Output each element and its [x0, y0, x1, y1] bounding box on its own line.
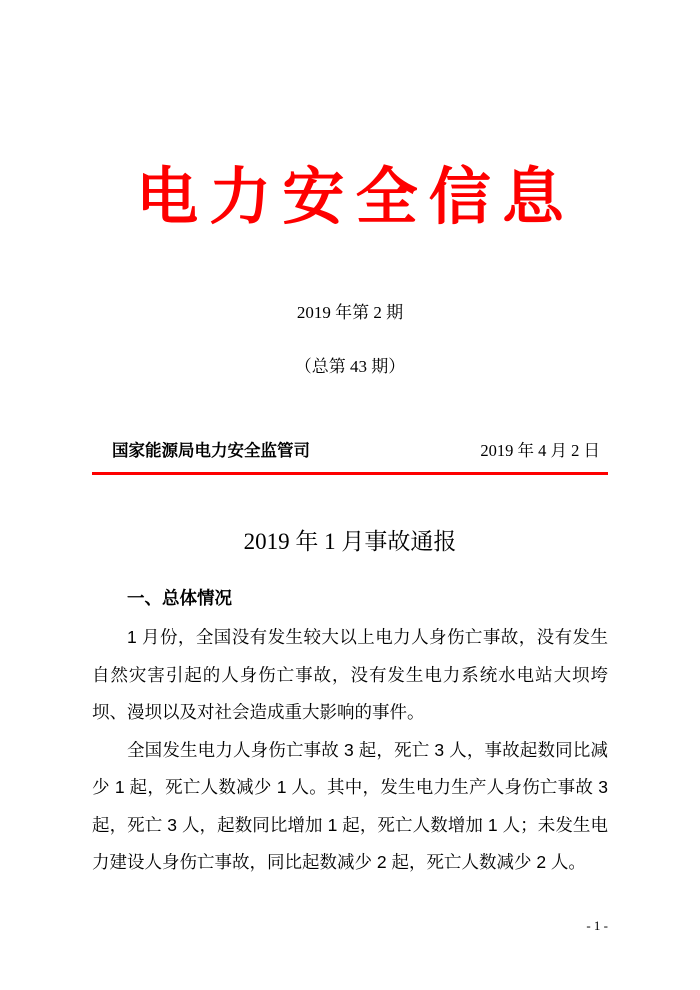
red-divider-line: [92, 472, 608, 475]
masthead-title: 电力安全信息: [136, 163, 576, 232]
page-number: - 1 -: [586, 918, 608, 933]
publish-date: 2019 年 4 月 2 日: [480, 441, 600, 460]
issue-number-line: 2019 年第 2 期: [296, 303, 404, 322]
body-paragraph: 1 月份，全国没有发生较大以上电力人身伤亡事故，没有发生自然灾害引起的人身伤亡事故，没有发生电力系统水电站大坝垮坝、漫坝以及对社会造成重大影响的事件。: [92, 627, 608, 722]
publication-info-row: [92, 440, 608, 462]
body-paragraph: 全国发生电力人身伤亡事故 3 起，死亡 3 人，事故起数同比减少 1 起，死亡人数减少 1 人。其中，发生电力生产人身伤亡事故 3 起，死亡 3 人，起数同比增加 1 起，死亡人数增加 1 人；未发生电力建设人身伤亡事故，同比起数减少 2 起，死亡人数减少 2 人。: [92, 739, 608, 872]
article-title: 2019 年 1 月事故通报: [243, 529, 457, 554]
section-heading-overview: 一、总体情况: [127, 588, 232, 608]
total-issue-number-line: （总第 43 期）: [294, 357, 406, 376]
publisher-name: 国家能源局电力安全监管司: [112, 442, 310, 460]
